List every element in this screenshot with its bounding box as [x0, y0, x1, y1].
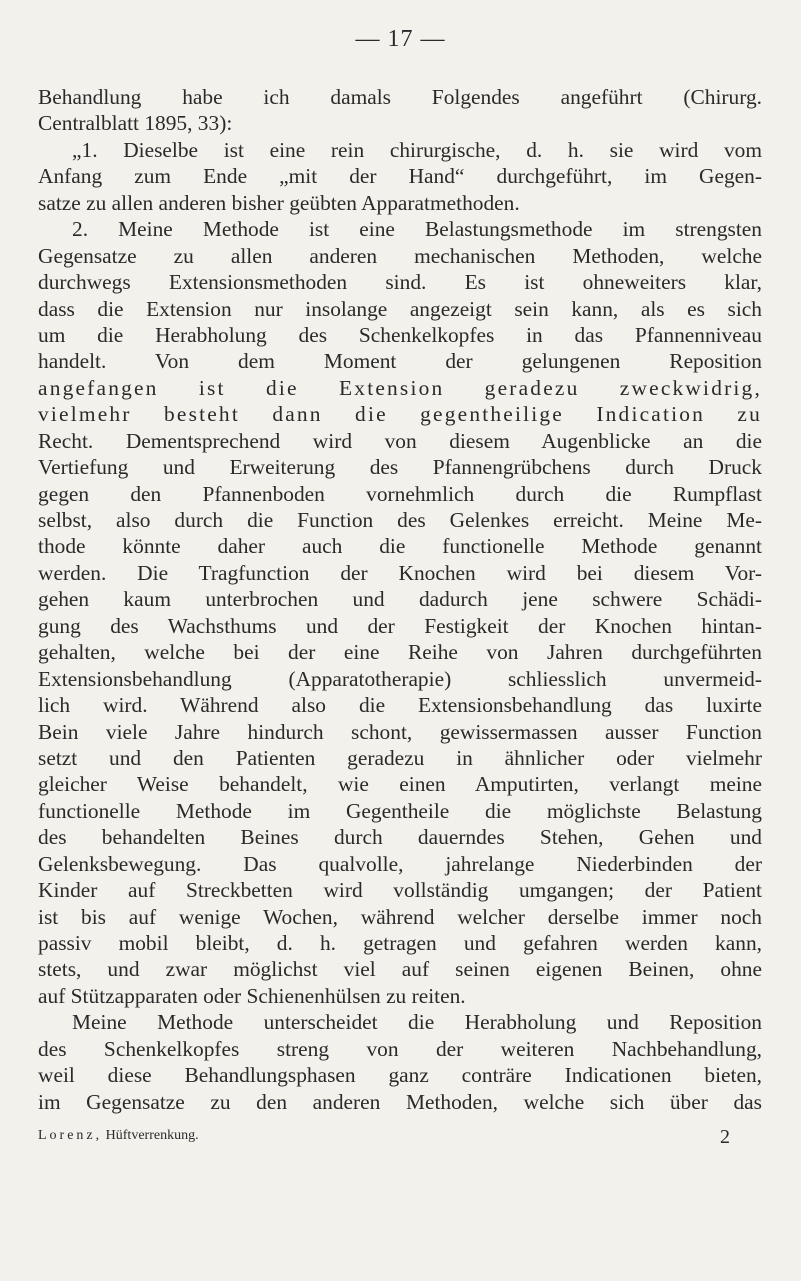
- text-line: vielmehr besteht dann die gegentheilige Indication zu: [38, 402, 762, 427]
- text-line: gehen kaum unterbrochen und dadurch jene schwere Schädi-: [38, 587, 762, 612]
- footer-author: Lorenz,: [38, 1128, 103, 1143]
- text-line: des behandelten Beines durch dauerndes Stehen, Gehen und: [38, 825, 762, 850]
- text-line: selbst, also durch die Function des Gelenkes erreicht. Meine Me-: [38, 508, 762, 532]
- text-line: auf Stützapparaten oder Schienenhülsen zu reiten.: [38, 983, 466, 1008]
- text-line: stets, und zwar möglichst viel auf seinen eigenen Beinen, ohne: [38, 957, 762, 982]
- text-line: angefangen ist die Extension geradezu zweckwidrig,: [38, 375, 762, 400]
- text-line: durchwegs Extensionsmethoden sind. Es ist ohneweiters klar,: [38, 270, 762, 295]
- body-text: [38, 84, 762, 1115]
- text-line: setzt und den Patienten geradezu in ähnlicher oder vielmehr: [38, 745, 762, 770]
- text-line: thode könnte daher auch die functionelle Methode genannt: [38, 534, 762, 559]
- text-line: lich wird. Während also die Extensionsbehandlung das luxirte: [38, 693, 762, 718]
- text-line: im Gegensatze zu den anderen Methoden, welche sich über das: [38, 1089, 762, 1114]
- text-line: gegen den Pfannenboden vornehmlich durch die Rumpflast: [38, 481, 762, 506]
- text-line: Anfang zum Ende „mit der Hand“ durchgeführt, im Gegen-: [38, 164, 762, 189]
- text-line: gung des Wachsthums und der Festigkeit der Knochen hintan-: [38, 613, 762, 638]
- text-line: Extensionsbehandlung (Apparatotherapie) schliesslich unvermeid-: [38, 666, 762, 691]
- text-line: 2. Meine Methode ist eine Belastungsmethode im strengsten: [72, 217, 762, 242]
- text-line: Centralblatt 1895, 33):: [38, 111, 233, 136]
- signature-mark: 2: [720, 1126, 730, 1148]
- text-line: „1. Dieselbe ist eine rein chirurgische, d. h. sie wird vom: [72, 137, 762, 162]
- text-line: functionelle Methode im Gegentheile die möglichste Belastung: [38, 798, 762, 823]
- text-line: weil diese Behandlungsphasen ganz conträre Indicationen bieten,: [38, 1063, 762, 1088]
- text-line: Vertiefung und Erweiterung des Pfannengrübchens durch Druck: [38, 455, 762, 480]
- text-line: Bein viele Jahre hindurch schont, gewissermassen ausser Function: [38, 719, 762, 744]
- text-line: passiv mobil bleibt, d. h. getragen und gefahren werden kann,: [38, 931, 762, 955]
- text-line: dass die Extension nur insolange angezeigt sein kann, als es sich: [38, 296, 762, 321]
- text-line: ist bis auf wenige Wochen, während welcher derselbe immer noch: [38, 904, 762, 929]
- page-footer: [38, 1126, 730, 1148]
- text-line: des Schenkelkopfes streng von der weiteren Nachbehandlung,: [38, 1036, 762, 1061]
- page-number: — 17 —: [355, 26, 446, 52]
- footer-title: Hüftverrenkung.: [105, 1128, 199, 1143]
- text-line: um die Herabholung des Schenkelkopfes in das Pfannenniveau: [38, 322, 762, 347]
- text-line: gleicher Weise behandelt, wie einen Amputirten, verlangt meine: [38, 772, 762, 797]
- text-line: Kinder auf Streckbetten wird vollständig umgangen; der Patient: [38, 878, 762, 903]
- text-line: Behandlung habe ich damals Folgendes angeführt (Chirurg.: [38, 85, 762, 109]
- text-line: Recht. Dementsprechend wird von diesem Augenblicke an die: [38, 428, 762, 453]
- text-line: gehalten, welche bei der eine Reihe von Jahren durchgeführten: [38, 640, 762, 665]
- text-line: Gelenksbewegung. Das qualvolle, jahrelange Niederbinden der: [38, 851, 762, 876]
- text-line: satze zu allen anderen bisher geübten Apparatmethoden.: [38, 190, 520, 215]
- text-line: werden. Die Tragfunction der Knochen wird bei diesem Vor-: [38, 560, 762, 585]
- text-line: Meine Methode unterscheidet die Herabholung und Reposition: [72, 1010, 762, 1035]
- text-line: Gegensatze zu allen anderen mechanischen Methoden, welche: [38, 243, 762, 268]
- text-line: handelt. Von dem Moment der gelungenen Reposition: [38, 349, 762, 374]
